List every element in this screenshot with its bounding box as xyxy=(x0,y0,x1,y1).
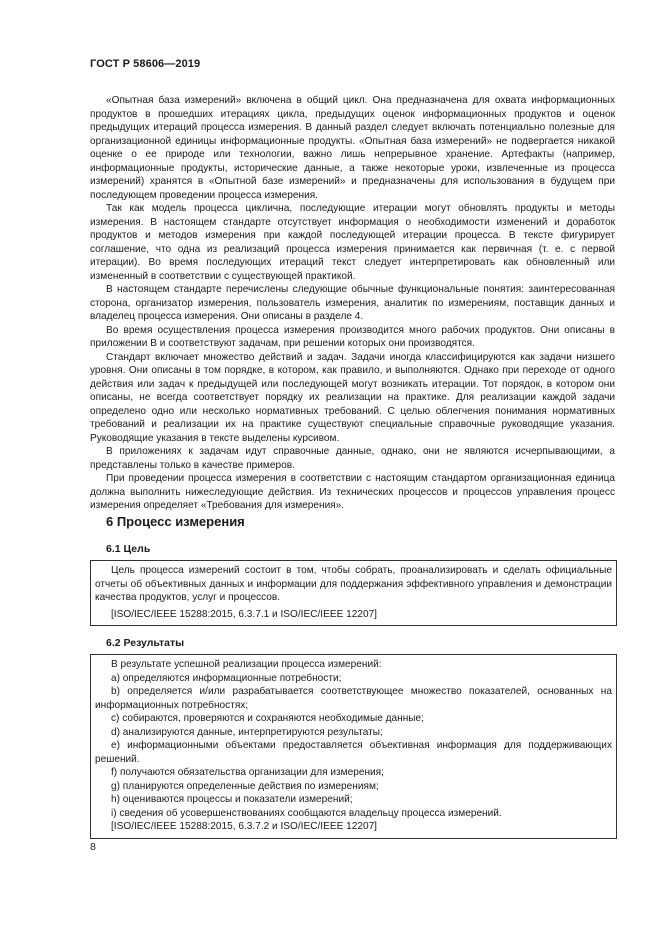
results-lead: В результате успешной реализации процесса измерений: xyxy=(111,659,382,670)
list-item: h) оцениваются процессы и показатели измерений; xyxy=(111,794,353,805)
intro-text xyxy=(90,94,615,513)
goal-reference: [ISO/IEC/IEEE 15288:2015, 6.3.7.1 и ISO/IEC/IEEE 12207] xyxy=(111,608,377,620)
list-item: c) собираются, проверяются и сохраняются необходимые данные; xyxy=(111,713,424,724)
goal-text: Цель процесса измерений состоит в том, чтобы собрать, проанализировать и сделать официальные отчеты об объективных данных и информации для поддержания эффективного управления и демонстрации качества продуктов, услуг и процессов. xyxy=(95,565,612,603)
list-item: a) определяются информационные потребности; xyxy=(111,672,342,684)
paragraph: Стандарт включает множество действий и задач. Задачи иногда классифицируются как задачи низшего уровня. Они описаны в том порядке, в котором, как правило, и выполняются. Однако при переходе от одного действия или задач к предыдущей или последующей могут возникать итерации. Тот порядок, в котором они описаны, не всегда соответствует порядку их реализации на практике. Для реализации каждой задачи определено одно или несколько нормативных требований. С целью облегчения понимания нормативных требований и реализации их на практике существуют специальные справочные руководящие указания. Руководящие указания в тексте выделены курсивом. xyxy=(90,351,615,444)
list-item: b) определяется и/или разрабатывается соответствующее множество показателей, основанных на информационных потребностях; xyxy=(95,686,612,711)
goal-box xyxy=(90,560,617,626)
page-number: 8 xyxy=(90,841,96,853)
paragraph: В приложениях к задачам идут справочные данные, однако, они не являются исчерпывающими, а представлены только в качестве примеров. xyxy=(90,446,615,471)
paragraph: При проведении процесса измерения в соответствии с настоящим стандартом организационная единица должна выполнить нижеследующие действия. Из технических процессов и процессов управления процесс измерения определяет «Требования для измерения». xyxy=(90,473,615,511)
results-reference: [ISO/IEC/IEEE 15288:2015, 6.3.7.2 и ISO/IEC/IEEE 12207] xyxy=(111,821,377,832)
list-item: g) планируются определенные действия по измерениям; xyxy=(111,780,379,792)
subsection-heading-results: 6.2 Результаты xyxy=(106,637,185,649)
subsection-heading-goal: 6.1 Цель xyxy=(106,543,151,555)
paragraph: В настоящем стандарте перечислены следующие обычные функциональные понятия: заинтересованная сторона, организатор измерения, пользователь измерения, аналитик по измерениям, поставщик данных и владелец процесса измерения. Они описаны в разделе 4. xyxy=(90,284,615,322)
section-heading: 6 Процесс измерения xyxy=(106,514,245,529)
list-item: f) получаются обязательства организации для измерения; xyxy=(111,767,384,778)
list-item: i) сведения об усовершенствованиях сообщаются владельцу процесса измерений. xyxy=(111,807,502,819)
results-box xyxy=(90,654,617,839)
list-item: d) анализируются данные, интерпретируются результаты; xyxy=(111,726,383,738)
document-header: ГОСТ Р 58606—2019 xyxy=(90,58,201,70)
paragraph: Так как модель процесса циклична, последующие итерации могут обновлять продукты и методы измерения. В настоящем стандарте отсутствует информация о необходимости изменений и доработок продуктов и методов измерения при каждой последующей итерации процесса. В тексте фигурирует соглашение, что одна из реализаций процесса измерения принимается как первичная (т. е. с первой итерации). Во время последующих итераций текст следует интерпретировать как обновленный или измененный в соответствии с существующей практикой. xyxy=(90,203,615,282)
paragraph: Во время осуществления процесса измерения производится много рабочих продуктов. Они описаны в приложении В и соответствуют задачам, при решении которых они производятся. xyxy=(90,324,615,349)
list-item: e) информационными объектами предоставляется объективная информация для поддерживающих решений. xyxy=(95,740,612,765)
paragraph: «Опытная база измерений» включена в общий цикл. Она предназначена для охвата информационных продуктов в прошедших итерациях цикла, предыдущих оценок информационных продуктов и оценок предыдущих итераций процесса измерения. В данный раздел следует включать потенциально полезные для организационной единицы информационные продукты. «Опытная база измерений» не подвергается никакой оценке о ее природе или технологии, важно лишь непрерывное хранение. Артефакты (например, информационные продукты, исторические данные, а также некоторые уроки, извлеченные из процесса измерений) хранятся в «Опытной базе измерений» и предназначены для использования в будущем при последующем проведении процесса измерения. xyxy=(90,95,615,201)
